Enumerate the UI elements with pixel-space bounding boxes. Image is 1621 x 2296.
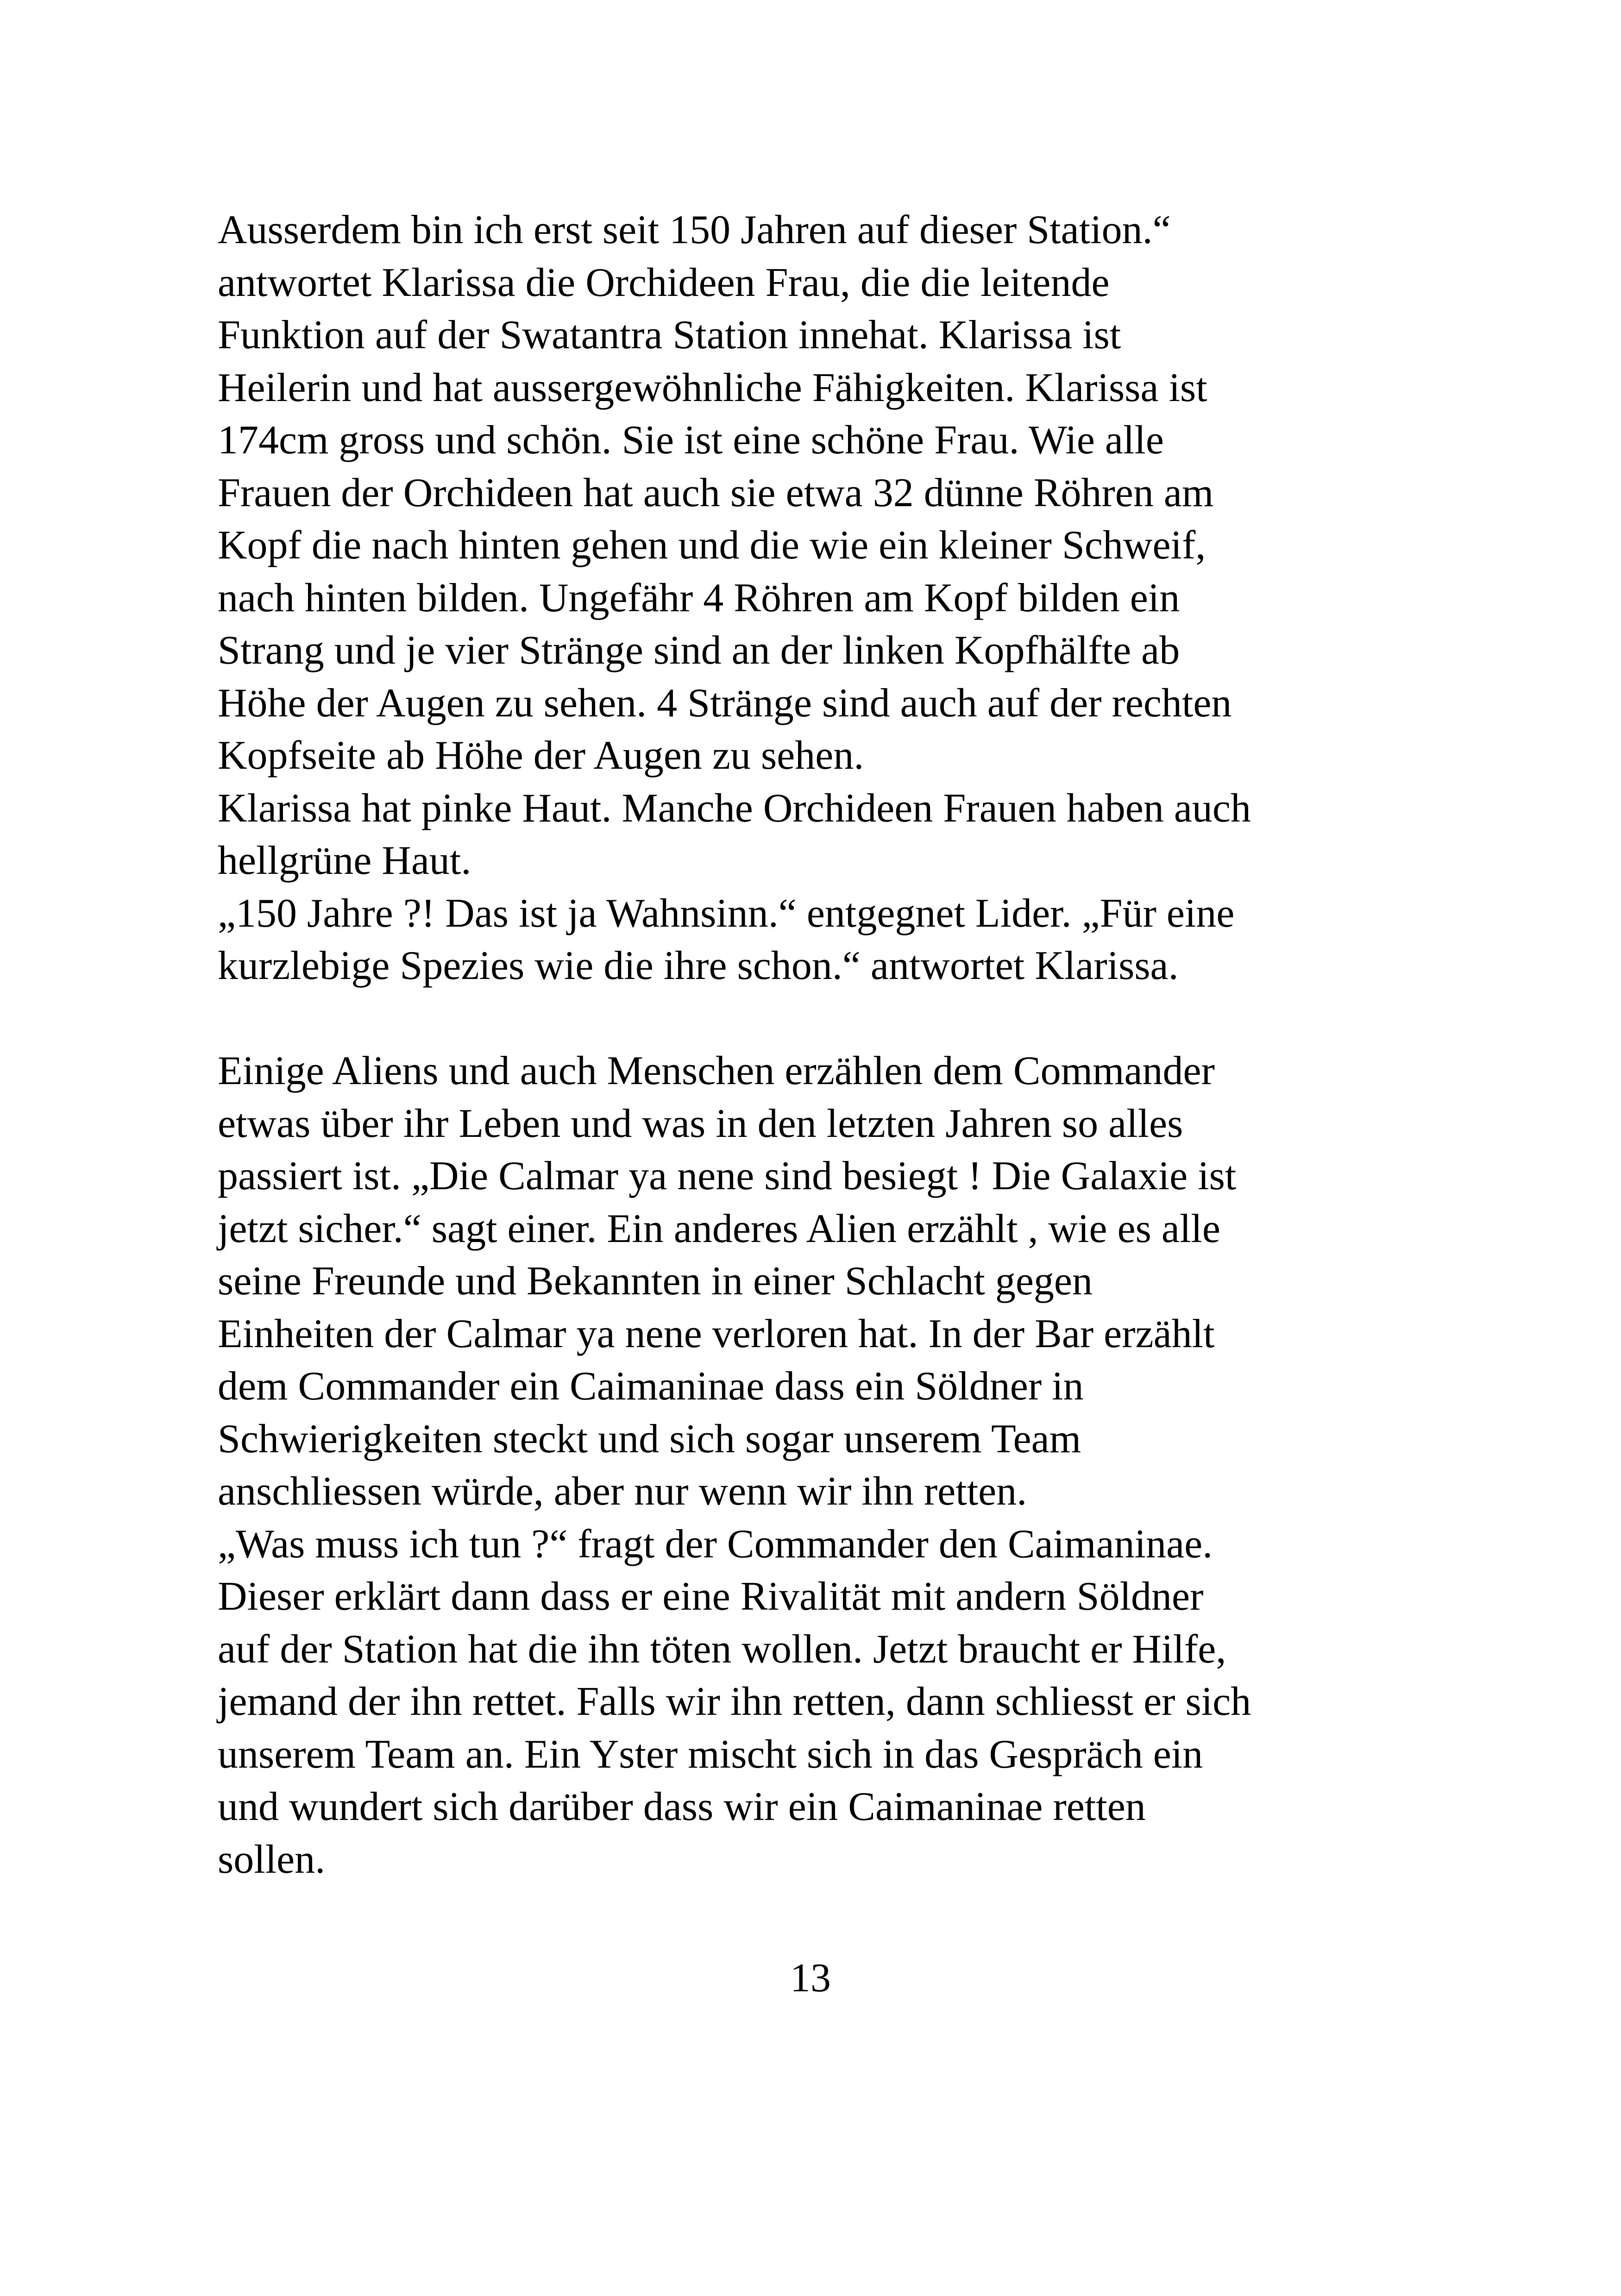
text-line: passiert ist. „Die Calmar ya nene sind besiegt ! Die Galaxie ist <box>218 1154 1237 1198</box>
text-line: Frauen der Orchideen hat auch sie etwa 32 dünne Röhren am <box>218 470 1214 515</box>
text-line: Einheiten der Calmar ya nene verloren hat. In der Bar erzählt <box>218 1311 1215 1356</box>
text-line: Schwierigkeiten steckt und sich sogar unserem Team <box>218 1416 1081 1462</box>
text-line: dem Commander ein Caimaninae dass ein Söldner in <box>218 1364 1084 1409</box>
page-number: 13 <box>790 1956 831 2001</box>
body-text <box>218 204 1431 1886</box>
text-line: jemand der ihn rettet. Falls wir ihn retten, dann schliesst er sich <box>218 1679 1251 1724</box>
text-line: Einige Aliens und auch Menschen erzählen dem Commander <box>218 1048 1215 1093</box>
text-line: Funktion auf der Swatantra Station innehat. Klarissa ist <box>218 313 1121 358</box>
text-line: „Was muss ich tun ?“ fragt der Commander den Caimaninae. <box>218 1521 1213 1567</box>
text-line: auf der Station hat die ihn töten wollen. Jetzt braucht er Hilfe, <box>218 1626 1226 1672</box>
text-line: Dieser erklärt dann dass er eine Rivalität mit andern Söldner <box>218 1574 1204 1619</box>
text-line: hellgrüne Haut. <box>218 838 471 883</box>
text-line: etwas über ihr Leben und was in den letzten Jahren so alles <box>218 1101 1183 1146</box>
text-line: Höhe der Augen zu sehen. 4 Stränge sind auch auf der rechten <box>218 680 1232 726</box>
text-line: Kopfseite ab Höhe der Augen zu sehen. <box>218 733 864 778</box>
text-line: Klarissa hat pinke Haut. Manche Orchideen Frauen haben auch <box>218 785 1251 831</box>
text-line: „150 Jahre ?! Das ist ja Wahnsinn.“ entgegnet Lider. „Für eine <box>218 891 1235 936</box>
text-line: Heilerin und hat aussergewöhnliche Fähigkeiten. Klarissa ist <box>218 365 1207 410</box>
text-line: 174cm gross und schön. Sie ist eine schöne Frau. Wie alle <box>218 418 1164 463</box>
paragraph-2 <box>218 1045 1431 1886</box>
text-line: Kopf die nach hinten gehen und die wie ein kleiner Schweif, <box>218 523 1206 568</box>
text-line: anschliessen würde, aber nur wenn wir ihn retten. <box>218 1469 1027 1514</box>
paragraph-gap <box>218 992 1431 1045</box>
text-line: Ausserdem bin ich erst seit 150 Jahren auf dieser Station.“ <box>218 207 1171 252</box>
text-line: unserem Team an. Ein Yster mischt sich in das Gespräch ein <box>218 1731 1203 1777</box>
text-line: seine Freunde und Bekannten in einer Schlacht gegen <box>218 1259 1093 1304</box>
text-line: antwortet Klarissa die Orchideen Frau, die die leitende <box>218 260 1110 305</box>
paragraph-1 <box>218 204 1431 992</box>
text-line: und wundert sich darüber dass wir ein Caimaninae retten <box>218 1784 1146 1829</box>
text-line: kurzlebige Spezies wie die ihre schon.“ antwortet Klarissa. <box>218 943 1179 988</box>
text-line: sollen. <box>218 1837 326 1882</box>
text-line: jetzt sicher.“ sagt einer. Ein anderes Alien erzählt , wie es alle <box>218 1206 1220 1251</box>
text-line: Strang und je vier Stränge sind an der linken Kopfhälfte ab <box>218 628 1180 673</box>
text-line: nach hinten bilden. Ungefähr 4 Röhren am Kopf bilden ein <box>218 575 1180 621</box>
